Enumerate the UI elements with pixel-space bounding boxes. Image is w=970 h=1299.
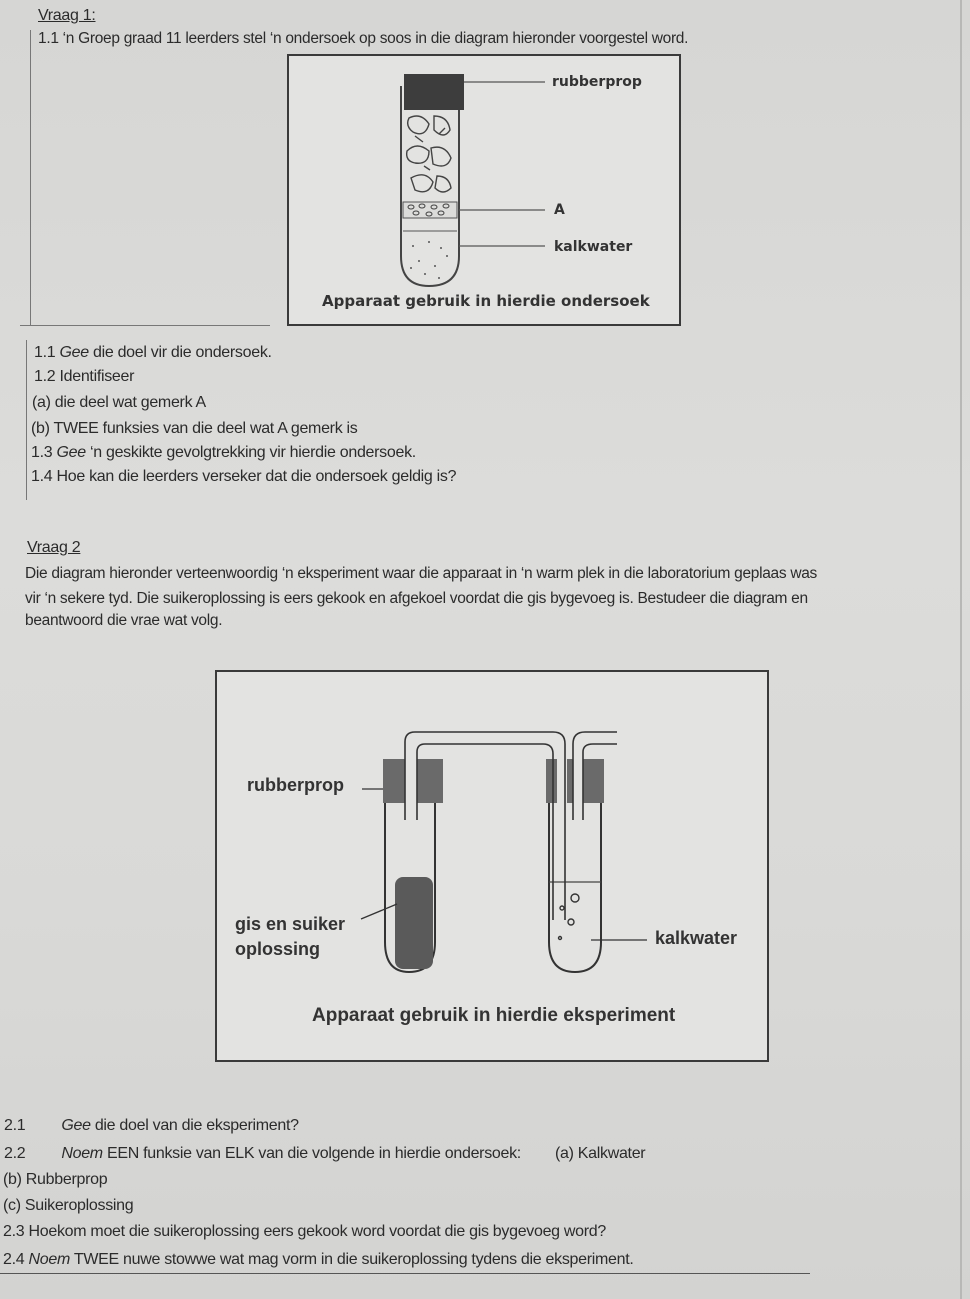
margin-line [26, 340, 27, 500]
q2-item-2-2b: (b) Rubberprop [3, 1171, 108, 1188]
fermentation-apparatus-illustration [217, 672, 767, 1060]
label-limewater: kalkwater [554, 239, 633, 255]
q1-item-1-2a: (a) die deel wat gemerk A [32, 394, 206, 411]
label-rubber-stopper: rubberprop [552, 74, 642, 90]
q2-item-2-3: 2.3 Hoekom moet die suikeroplossing eers gekook word voordat die gis bygevoeg word? [3, 1223, 607, 1240]
q1-item-1-2: 1.2 Identifiseer [34, 368, 135, 385]
label-rubber-stopper: rubberprop [247, 775, 344, 795]
diagram2-caption: Apparaat gebruik in hierdie eksperiment [312, 1005, 676, 1026]
question2-intro-line1: Die diagram hieronder verteenwoordig ‘n eksperiment waar die apparaat in ‘n warm plek in die laboratorium geplaas was [25, 565, 818, 582]
question1-heading: Vraag 1: [38, 7, 96, 24]
diagram1-caption: Apparaat gebruik in hierdie ondersoek [322, 292, 650, 310]
bottom-rule [0, 1273, 810, 1274]
label-part-a: A [554, 202, 565, 218]
q1-item-1-1: 1.1 Gee die doel vir die ondersoek. [34, 344, 272, 361]
page-edge [960, 0, 962, 1299]
test-tube-illustration [289, 56, 679, 324]
diagram-test-tube [287, 54, 681, 326]
q2-item-2-4: 2.4 Noem TWEE nuwe stowwe wat mag vorm in die suikeroplossing tydens die eksperiment. [3, 1251, 634, 1268]
question1-intro: 1.1 ‘n Groep graad 11 leerders stel ‘n ondersoek op soos in die diagram hieronder voorgestel word. [38, 30, 689, 47]
q1-item-1-3: 1.3 Gee ‘n geskikte gevolgtrekking vir hierdie ondersoek. [31, 444, 416, 461]
question2-intro-line2: vir ‘n sekere tyd. Die suikeroplossing is eers gekook en afgekoel voordat die gis bygevoeg is. Bestudeer die diagram en [25, 590, 808, 607]
q2-item-2-2: 2.2 Noem EEN funksie van ELK van die volgende in hierdie ondersoek: (a) Kalkwater [4, 1145, 646, 1162]
diagram-fermentation [215, 670, 769, 1062]
margin-line [30, 30, 31, 325]
q1-item-1-2b: (b) TWEE funksies van die deel wat A gemerk is [31, 420, 358, 437]
label-yeast-sugar-line2: oplossing [235, 939, 320, 959]
label-yeast-sugar-line1: gis en suiker [235, 914, 346, 934]
q2-item-2-2c: (c) Suikeroplossing [3, 1197, 134, 1214]
yeast-solution-fill [395, 877, 433, 969]
question2-heading: Vraag 2 [27, 539, 81, 556]
q2-item-2-1: 2.1 Gee die doel van die eksperiment? [4, 1117, 299, 1134]
q1-item-1-4: 1.4 Hoe kan die leerders verseker dat die ondersoek geldig is? [31, 468, 457, 485]
divider [20, 325, 270, 326]
label-limewater: kalkwater [655, 928, 738, 948]
rubber-stopper-shape [404, 74, 464, 110]
question2-intro-line3: beantwoord die vrae wat volg. [25, 612, 223, 629]
